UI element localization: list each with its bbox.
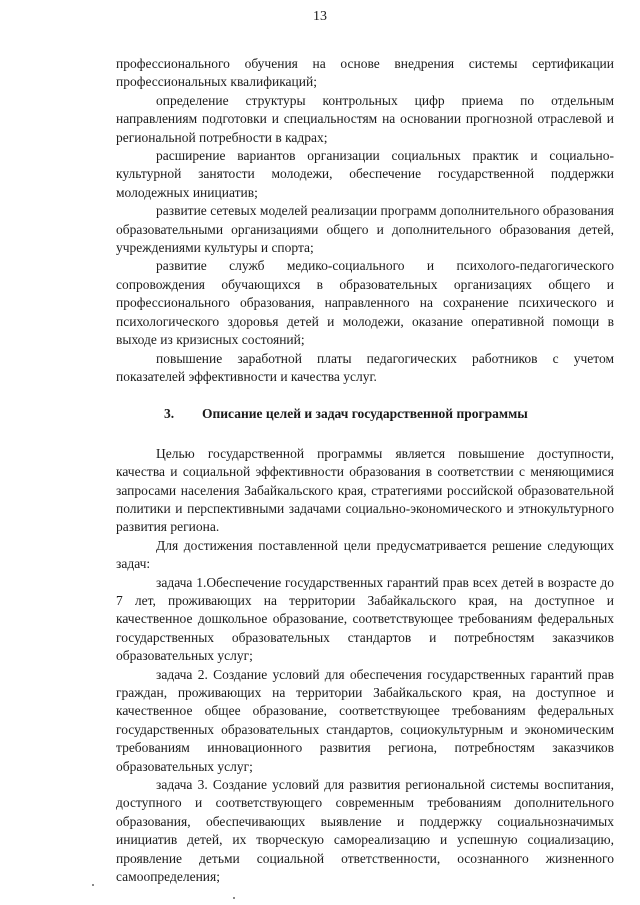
paragraph: профессионального обучения на основе внедрения системы сертификации профессиональных квалификаций; <box>116 56 614 90</box>
section-heading <box>116 405 614 423</box>
paragraph: расширение вариантов организации социальных практик и социально-культурной занятости молодежи, обеспечение государственной поддержки молодежных инициатив; <box>116 148 614 200</box>
scan-speck <box>233 897 235 899</box>
paragraph: задача 2. Создание условий для обеспечения государственных гарантий прав граждан, проживающих на территории Забайкальского края, на доступное и качественное общее образование, соответствующее требованиям федеральных государственных образовательных стандартов, социокультурным и экономическим требованиям инновационного развития региона, потребностям заказчиков образовательных услуг; <box>116 666 614 774</box>
paragraph: задача 1.Обеспечение государственных гарантий прав всех детей в возрасте до 7 лет, проживающих на территории Забайкальского края, на доступное и качественное дошкольное образование, соответствующее требованиям федеральных государственных образовательных стандартов и потребностям заказчиков образовательных услуг; <box>116 574 614 664</box>
page-number: 13 <box>313 9 327 24</box>
section-title: Описание целей и задач государственной программы <box>202 406 528 422</box>
document-body <box>116 55 614 886</box>
paragraph: Целью государственной программы является повышение доступности, качества и социальной эффективности образования в соответствии с меняющимися запросами населения Забайкальского края, стратегиями российской образовательной политики и перспективными задачами социально-экономического и этнокультурного развития региона. <box>116 445 614 535</box>
paragraph: Для достижения поставленной цели предусматривается решение следующих задач: <box>116 537 614 572</box>
paragraph: развитие сетевых моделей реализации программ дополнительного образования образовательными организациями общего и дополнительного образования детей, учреждениями культуры и спорта; <box>116 203 614 256</box>
paragraph: задача 3. Создание условий для развития региональной системы воспитания, доступного и соответствующего современным требованиям дополнительного образования, обеспечивающих выявление и поддержку социальнозначимых инициатив детей, их творческую самореализацию и успешную социализацию, проявление детьми социальной ответственности, осознанного жизненного самоопределения; <box>116 777 614 885</box>
paragraph: определение структуры контрольных цифр приема по отдельным направлениям подготовки и специальностям на основании прогнозной отраслевой и региональной потребности в кадрах; <box>116 92 614 145</box>
scan-speck <box>92 884 94 886</box>
paragraph: повышение заработной платы педагогических работников с учетом показателей эффективности и качества услуг. <box>116 350 614 384</box>
paragraph: развитие служб медико-социального и психолого-педагогического сопровождения обучающихся в образовательных организациях общего и профессионального образования, направленного на сохранение психического и психологического здоровья детей и молодежи, оказание оперативной помощи в выходе из кризисных состояний; <box>116 258 614 348</box>
section-number: 3. <box>164 406 175 422</box>
